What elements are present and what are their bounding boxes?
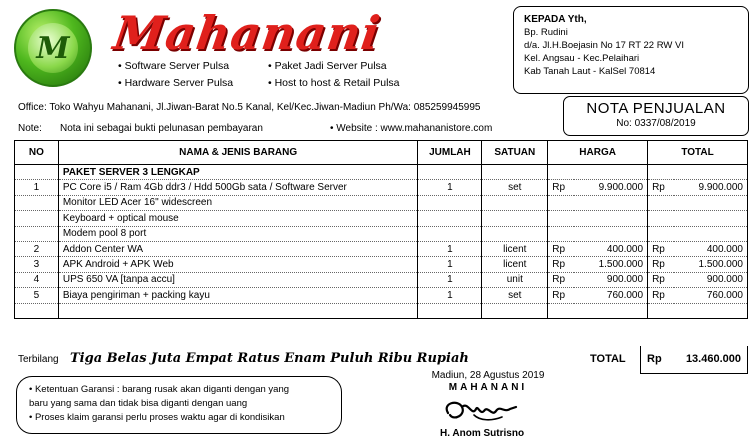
row-price-currency bbox=[548, 165, 574, 180]
row-total bbox=[674, 195, 748, 210]
signature-icon bbox=[418, 393, 558, 427]
terbilang-text: Tiga Belas Juta Empat Ratus Enam Puluh Ribu Rupiah bbox=[70, 351, 469, 366]
row-unit bbox=[482, 226, 548, 241]
row-no: 2 bbox=[15, 241, 59, 256]
row-no: 4 bbox=[15, 272, 59, 287]
row-price bbox=[574, 195, 648, 210]
row-total bbox=[674, 226, 748, 241]
service-item: • Hardware Server Pulsa bbox=[118, 77, 234, 89]
table-row bbox=[15, 195, 748, 210]
row-total bbox=[674, 211, 748, 226]
row-total: 400.000 bbox=[674, 241, 748, 256]
row-total-currency bbox=[648, 303, 674, 318]
row-item-name: PAKET SERVER 3 LENGKAP bbox=[58, 165, 418, 180]
header-no: NO bbox=[15, 141, 59, 165]
row-price-currency bbox=[548, 226, 574, 241]
table-row bbox=[15, 165, 748, 180]
row-price-currency: Rp bbox=[548, 288, 574, 303]
row-no: 5 bbox=[15, 288, 59, 303]
brand-name: Mahanani bbox=[110, 6, 384, 60]
row-price-currency bbox=[548, 303, 574, 318]
row-total-currency bbox=[648, 195, 674, 210]
row-unit: set bbox=[482, 180, 548, 195]
row-price: 900.000 bbox=[574, 272, 648, 287]
recipient-line: Kel. Angsau - Kec.Pelaihari bbox=[524, 53, 640, 64]
row-no bbox=[15, 226, 59, 241]
row-qty bbox=[418, 303, 482, 318]
service-item: • Paket Jadi Server Pulsa bbox=[268, 60, 387, 72]
header-qty: JUMLAH bbox=[418, 141, 482, 165]
invoice-title: NOTA PENJUALAN bbox=[586, 100, 726, 117]
grand-total-value: 13.460.000 bbox=[685, 353, 741, 365]
row-unit bbox=[482, 195, 548, 210]
row-unit: set bbox=[482, 288, 548, 303]
row-price: 400.000 bbox=[574, 241, 648, 256]
row-price: 760.000 bbox=[574, 288, 648, 303]
row-qty: 1 bbox=[418, 241, 482, 256]
row-no: 3 bbox=[15, 257, 59, 272]
row-total bbox=[674, 303, 748, 318]
note-label: Note: bbox=[18, 123, 42, 134]
row-price bbox=[574, 303, 648, 318]
row-item-name: Biaya pengiriman + packing kayu bbox=[58, 288, 418, 303]
place-date: Madiun, 28 Agustus 2019 bbox=[431, 370, 545, 381]
handwritten-signature bbox=[418, 393, 558, 427]
signature-company: MAHANANI bbox=[448, 382, 528, 393]
warranty-line: • Ketentuan Garansi : barang rusak akan diganti dengan yang bbox=[29, 384, 290, 395]
row-price bbox=[574, 211, 648, 226]
row-item-name: Keyboard + optical mouse bbox=[58, 211, 418, 226]
table-body bbox=[15, 165, 748, 319]
row-total: 900.000 bbox=[674, 272, 748, 287]
row-qty: 1 bbox=[418, 180, 482, 195]
signature-block bbox=[418, 370, 558, 439]
recipient-box bbox=[513, 6, 749, 94]
warranty-line: baru yang sama dan tidak bisa diganti dengan uang bbox=[29, 398, 248, 409]
row-price: 1.500.000 bbox=[574, 257, 648, 272]
logo-letter: M bbox=[36, 31, 70, 66]
office-address: Office: Toko Wahyu Mahanani, Jl.Jiwan-Barat No.5 Kanal, Kel/Kec.Jiwan-Madiun Ph/Wa: 085259945995 bbox=[18, 102, 481, 113]
table-row bbox=[15, 226, 748, 241]
warranty-line: • Proses klaim garansi perlu proses waktu agar di kondisikan bbox=[29, 412, 285, 423]
recipient-heading: KEPADA Yth, bbox=[524, 14, 587, 25]
items-table bbox=[14, 140, 748, 319]
recipient-line: Kab Tanah Laut - KalSel 70814 bbox=[524, 66, 656, 77]
recipient-line: Bp. Rudini bbox=[524, 27, 568, 38]
grand-total-box bbox=[640, 346, 748, 374]
row-item-name: Addon Center WA bbox=[58, 241, 418, 256]
row-price-currency: Rp bbox=[548, 257, 574, 272]
invoice-box bbox=[563, 96, 749, 136]
row-price bbox=[574, 226, 648, 241]
grand-total-currency: Rp bbox=[647, 353, 662, 365]
row-item-name bbox=[58, 303, 418, 318]
row-total-currency: Rp bbox=[648, 180, 674, 195]
header-name: NAMA & JENIS BARANG bbox=[58, 141, 418, 165]
row-no bbox=[15, 211, 59, 226]
row-item-name: Modem pool 8 port bbox=[58, 226, 418, 241]
table-header-row bbox=[15, 141, 748, 165]
warranty-box bbox=[16, 376, 342, 434]
table-row bbox=[15, 257, 748, 272]
note-text: Nota ini sebagai bukti pelunasan pembayaran bbox=[60, 123, 263, 134]
table-row bbox=[15, 288, 748, 303]
row-total-currency bbox=[648, 165, 674, 180]
row-price-currency: Rp bbox=[548, 272, 574, 287]
table-row bbox=[15, 241, 748, 256]
row-total: 760.000 bbox=[674, 288, 748, 303]
row-total-currency: Rp bbox=[648, 257, 674, 272]
row-unit bbox=[482, 303, 548, 318]
grand-total-label: TOTAL bbox=[590, 353, 626, 365]
row-qty: 1 bbox=[418, 257, 482, 272]
table-row bbox=[15, 272, 748, 287]
header-price: HARGA bbox=[548, 141, 648, 165]
row-price: 9.900.000 bbox=[574, 180, 648, 195]
row-total-currency: Rp bbox=[648, 272, 674, 287]
row-item-name: Monitor LED Acer 16" widescreen bbox=[58, 195, 418, 210]
row-total: 1.500.000 bbox=[674, 257, 748, 272]
row-unit: licent bbox=[482, 241, 548, 256]
row-unit bbox=[482, 211, 548, 226]
row-no bbox=[15, 303, 59, 318]
row-item-name: UPS 650 VA [tanpa accu] bbox=[58, 272, 418, 287]
recipient-line: d/a. Jl.H.Boejasin No 17 RT 22 RW VI bbox=[524, 40, 684, 51]
row-qty bbox=[418, 165, 482, 180]
row-qty bbox=[418, 195, 482, 210]
row-unit bbox=[482, 165, 548, 180]
row-unit: unit bbox=[482, 272, 548, 287]
row-qty bbox=[418, 211, 482, 226]
table-row bbox=[15, 180, 748, 195]
row-price-currency bbox=[548, 211, 574, 226]
row-item-name: APK Android + APK Web bbox=[58, 257, 418, 272]
row-item-name: PC Core i5 / Ram 4Gb ddr3 / Hdd 500Gb sata / Software Server bbox=[58, 180, 418, 195]
row-price-currency: Rp bbox=[548, 241, 574, 256]
row-price-currency: Rp bbox=[548, 180, 574, 195]
table-row bbox=[15, 211, 748, 226]
header-unit: SATUAN bbox=[482, 141, 548, 165]
service-item: • Host to host & Retail Pulsa bbox=[268, 77, 400, 89]
invoice-number: No: 0337/08/2019 bbox=[616, 118, 696, 129]
row-total bbox=[674, 165, 748, 180]
row-no: 1 bbox=[15, 180, 59, 195]
header-total: TOTAL bbox=[648, 141, 748, 165]
signer-name: H. Anom Sutrisno bbox=[440, 428, 525, 439]
row-no bbox=[15, 195, 59, 210]
row-qty: 1 bbox=[418, 272, 482, 287]
row-price bbox=[574, 165, 648, 180]
terbilang-label: Terbilang bbox=[18, 354, 59, 365]
website-text: • Website : www.mahananistore.com bbox=[330, 123, 493, 134]
company-logo bbox=[14, 9, 92, 87]
row-no bbox=[15, 165, 59, 180]
service-item: • Software Server Pulsa bbox=[118, 60, 230, 72]
row-qty: 1 bbox=[418, 288, 482, 303]
row-total: 9.900.000 bbox=[674, 180, 748, 195]
row-total-currency: Rp bbox=[648, 288, 674, 303]
row-total-currency bbox=[648, 211, 674, 226]
row-price-currency bbox=[548, 195, 574, 210]
row-unit: licent bbox=[482, 257, 548, 272]
table-row bbox=[15, 303, 748, 318]
row-qty bbox=[418, 226, 482, 241]
row-total-currency: Rp bbox=[648, 241, 674, 256]
row-total-currency bbox=[648, 226, 674, 241]
